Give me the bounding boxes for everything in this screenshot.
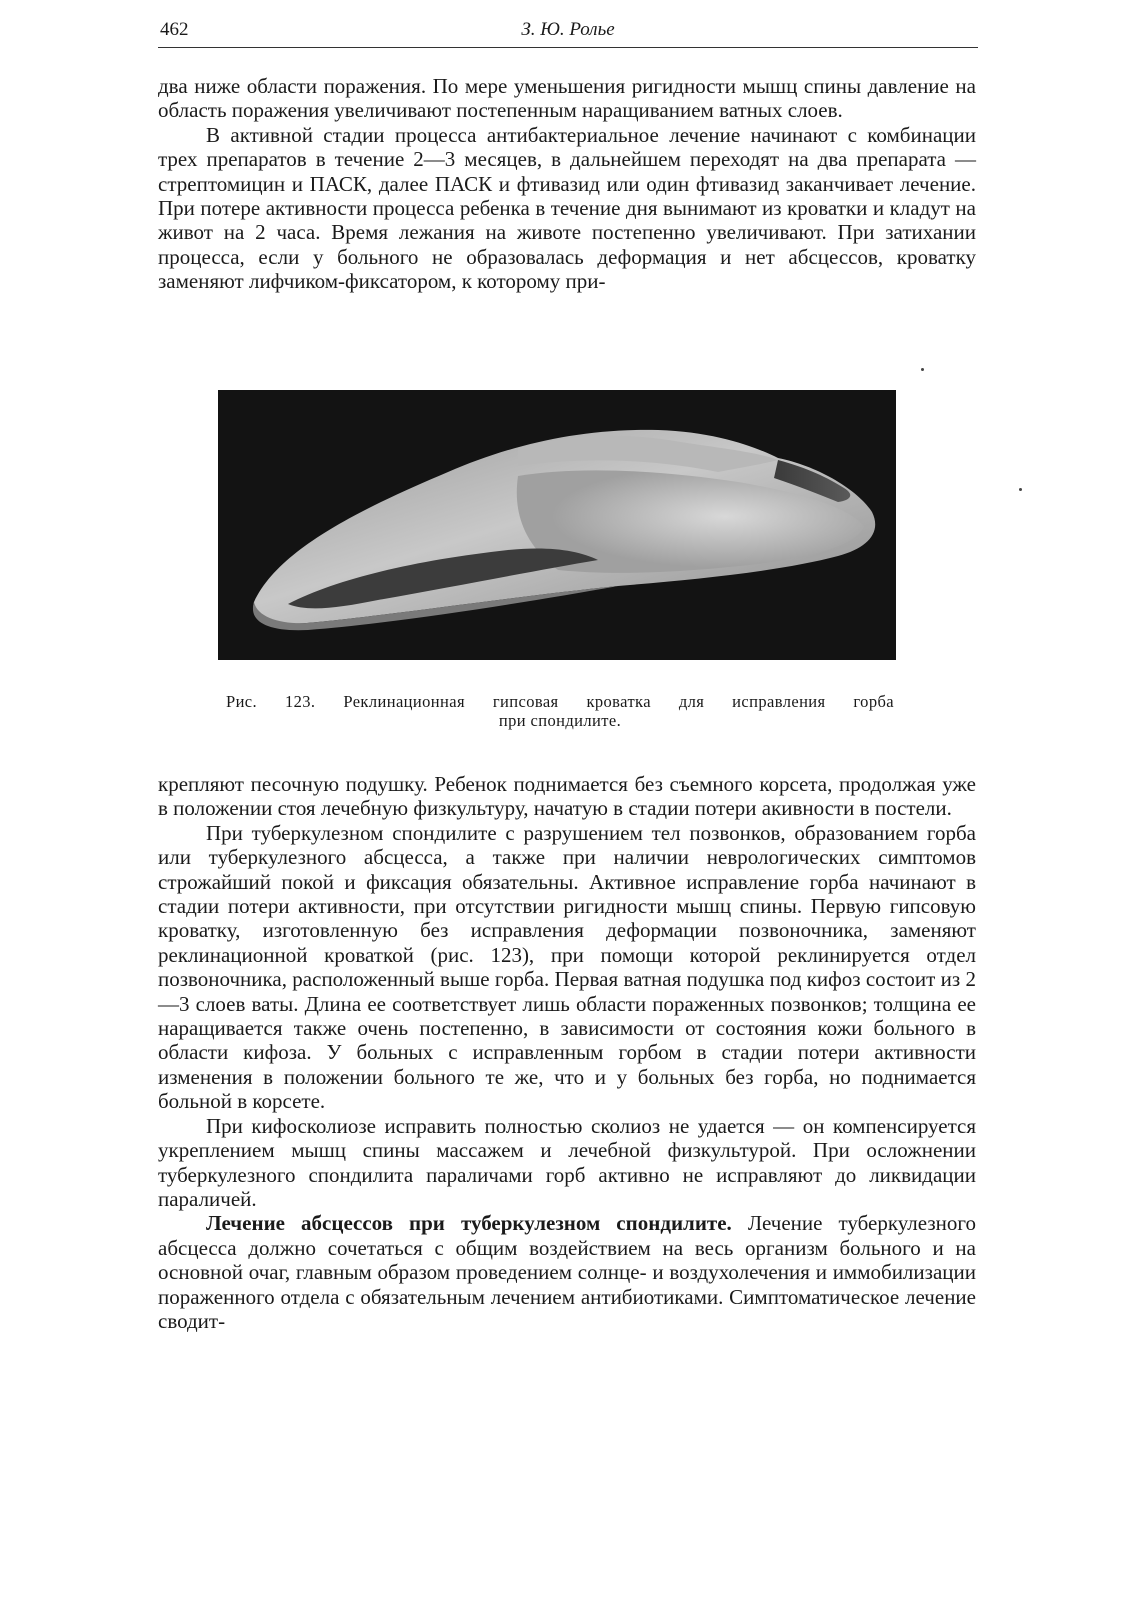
figure-photo	[218, 390, 896, 660]
paragraph-text: Лечение туберкулезного абсцесса должно сочетаться с общим воздействием на весь организм больного и на основной очаг, главным образом проведением солнце- и воздухолечения и иммобилизации пораженного отдела с обязательным лечением антибиотиками. Симптоматическое лечение сводит-	[158, 1211, 976, 1333]
scan-speck	[921, 368, 924, 371]
paragraph: два ниже области поражения. По мере уменьшения ригидности мышц спины давление на область поражения увеличивают постепенным наращиванием ватных слоев.	[158, 74, 976, 123]
paragraph-with-heading	[158, 1211, 976, 1333]
paragraph: В активной стадии процесса антибактериальное лечение начинают с комбинации трех препаратов в течение 2—3 месяцев, в дальнейшем переходят на два препарата — стрептомицин и ПАСК, далее ПАСК и фтивазид или один фтивазид заканчивает лечение. При потере активности процесса ребенка в течение дня вынимают из кроватки и кладут на живот на 2 часа. Время лежания на животе постепенно увеличивают. При затихании процесса, если у больного не образовалась деформация и нет абсцессов, кроватку заменяют лифчиком-фиксатором, к которому при-	[158, 122, 976, 294]
figure-caption	[226, 692, 894, 730]
running-head: З. Ю. Ролье	[521, 19, 615, 40]
run-in-heading: Лечение абсцессов при туберкулезном спондилите.	[206, 1211, 732, 1236]
caption-line-1: Рис. 123. Реклинационная гипсовая кроватка для исправления горба	[226, 692, 894, 711]
plaster-bed-photo	[218, 390, 896, 660]
page-header	[158, 17, 978, 47]
paragraph: крепляют песочную подушку. Ребенок поднимается без съемного корсета, продолжая уже в положении стоя лечебную физкультуру, начатую в стадии потери акивности в постели.	[158, 772, 976, 821]
body-text-top	[158, 74, 976, 294]
body-text-bottom	[158, 772, 976, 1333]
page-number: 462	[160, 19, 189, 40]
scan-speck	[1019, 488, 1022, 491]
header-rule	[158, 47, 978, 48]
paragraph: При туберкулезном спондилите с разрушением тел позвонков, образованием горба или туберкулезного абсцесса, а также при наличии неврологических симптомов строжайший покой и фиксация обязательны. Активное исправление горба начинают в стадии потери активности, при отсутствии ригидности мышц спины. Первую гипсовую кроватку, изготовленную без исправления деформации позвоночника, заменяют реклинационной кроваткой (рис. 123), при помощи которой реклинируется отдел позвоночника, расположенный выше горба. Первая ватная подушка под кифоз состоит из 2—3 слоев ваты. Длина ее соответствует лишь области пораженных позвонков; толщина ее наращивается также очень постепенно, в зависимости от состояния кожи больного в области кифоза. У больных с исправленным горбом в стадии потери активности изменения в положении больного те же, что и у больных без горба, но поднимается больной в корсете.	[158, 820, 976, 1114]
caption-line-2: при спондилите.	[498, 711, 622, 730]
paragraph: При кифосколиозе исправить полностью сколиоз не удается — он компенсируется укреплением мышц спины массажем и лечебной физкультурой. При осложнении туберкулезного спондилита параличами горб активно не исправляют до ликвидации параличей.	[158, 1113, 976, 1211]
